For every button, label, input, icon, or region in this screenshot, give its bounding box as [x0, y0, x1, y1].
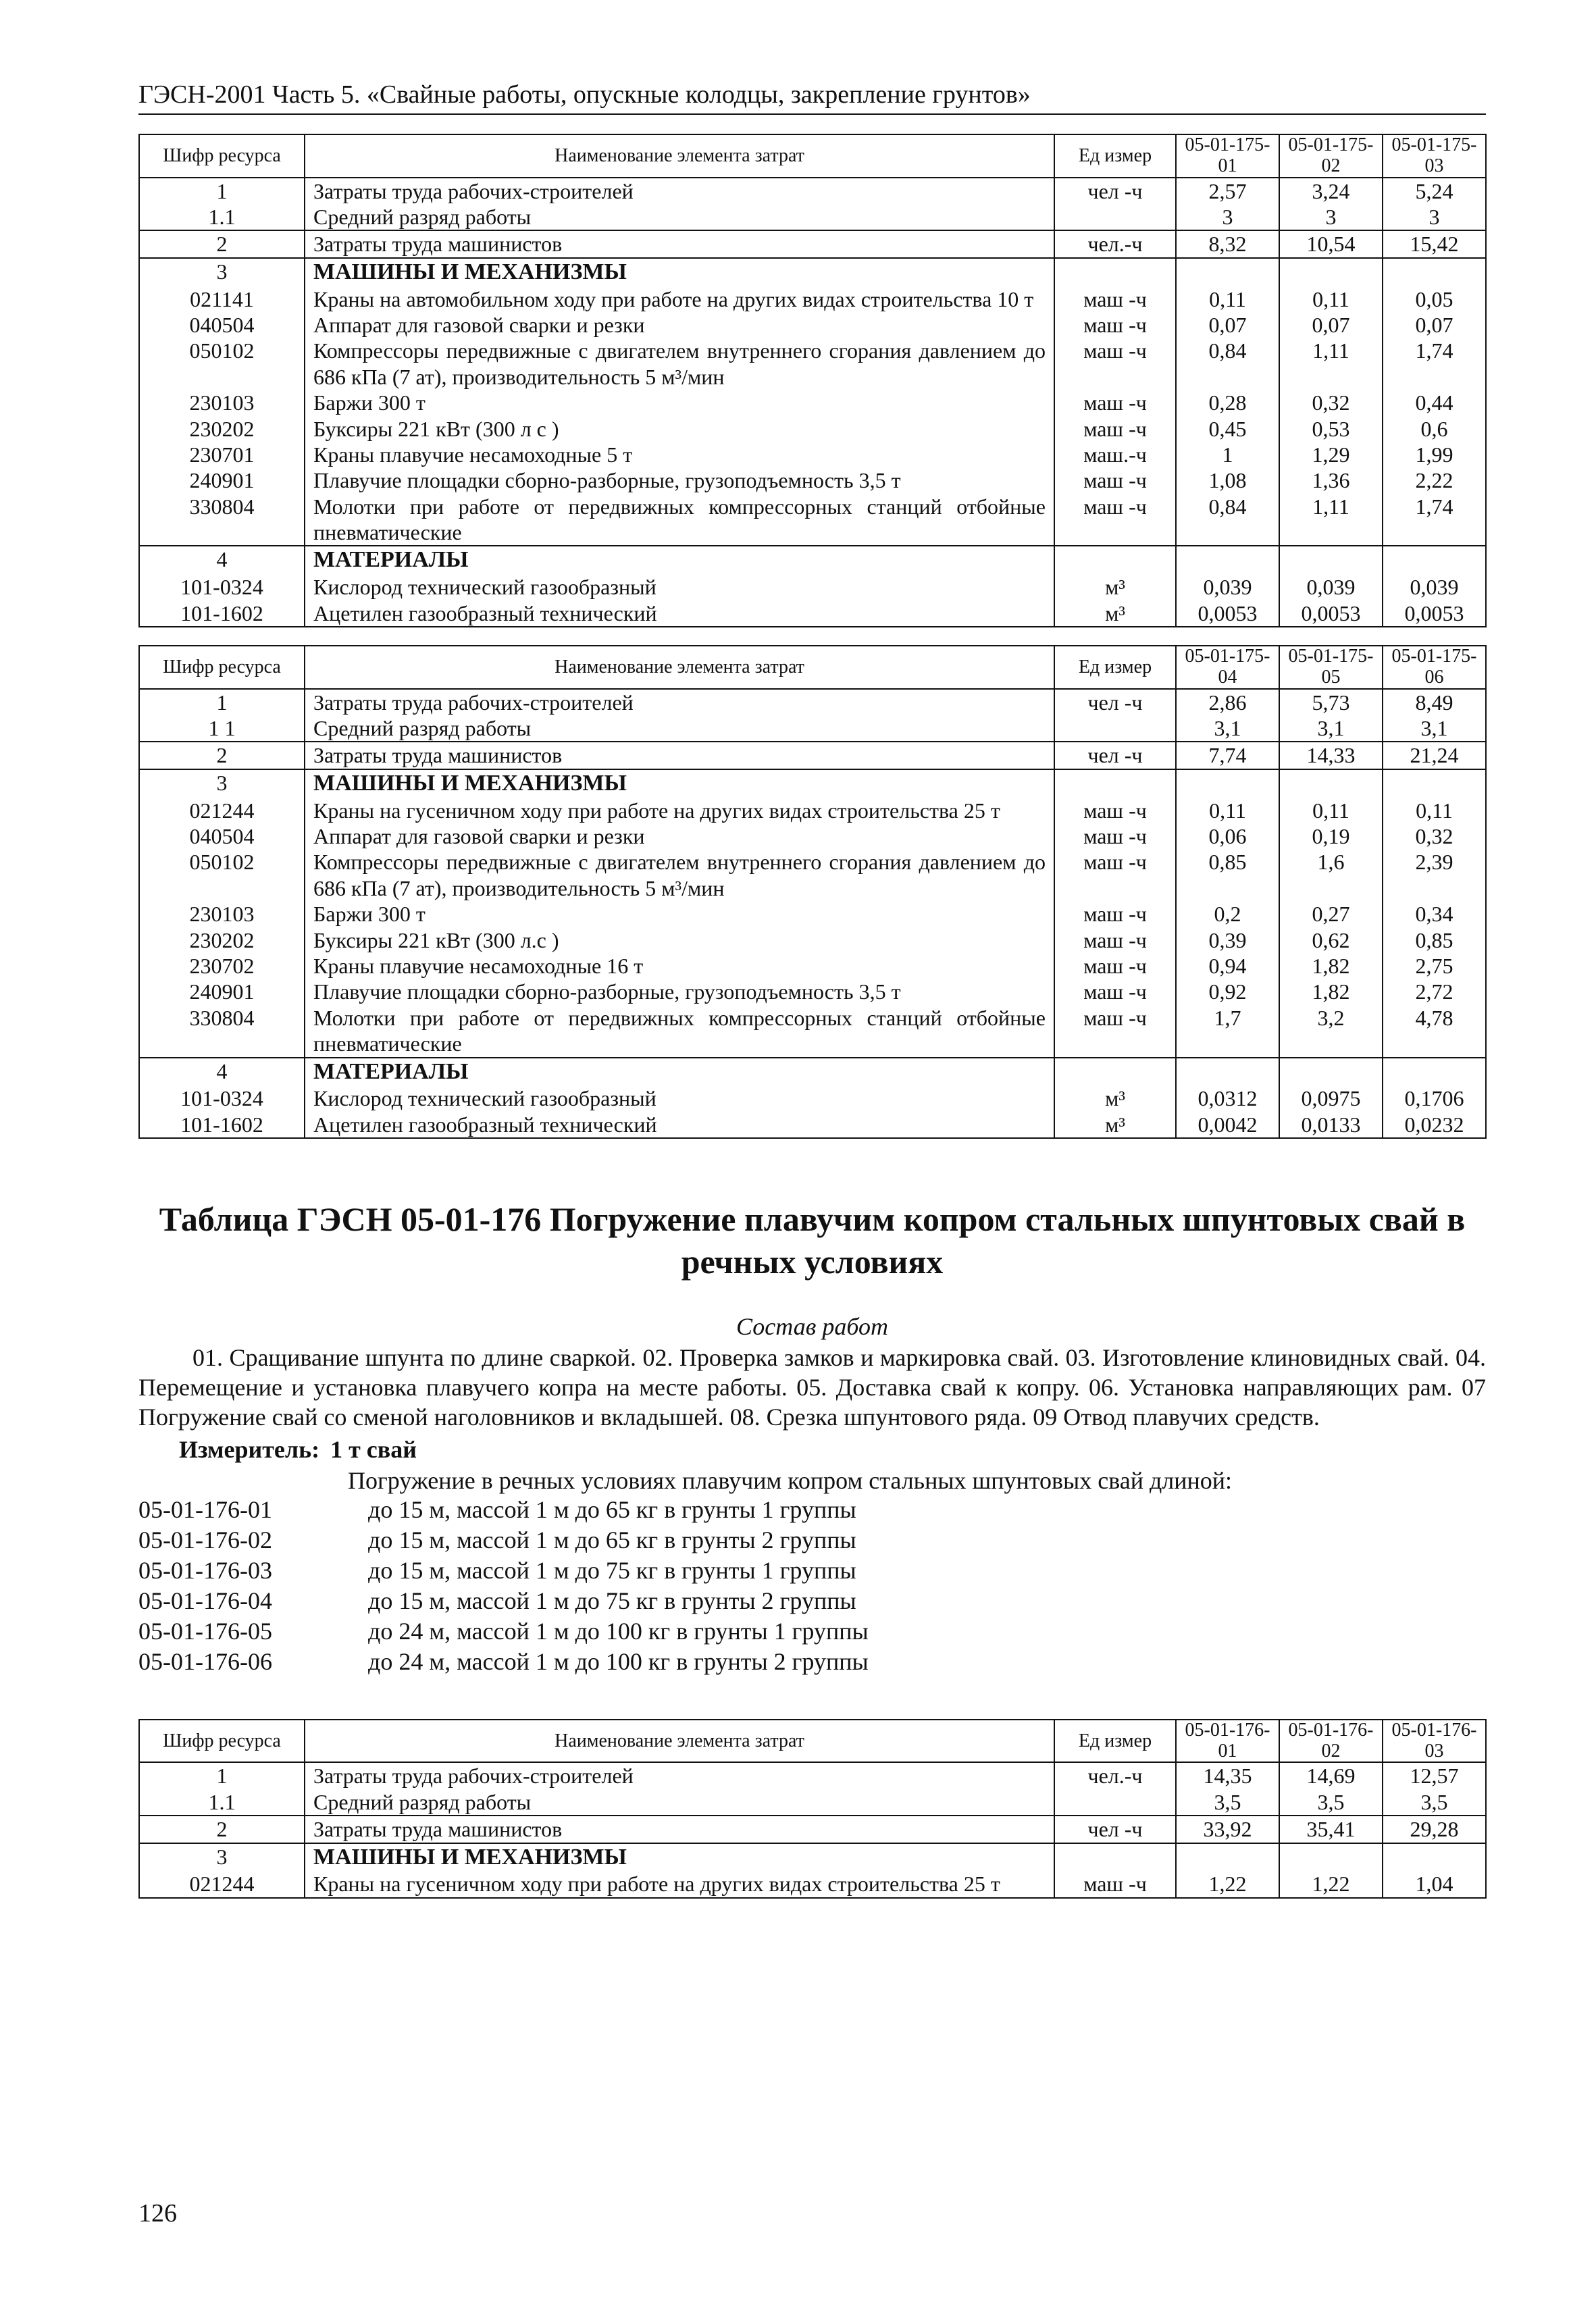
resource-code: 101-1602	[139, 600, 305, 627]
value-cell: 3,5	[1383, 1789, 1486, 1816]
unit: маш -ч	[1054, 467, 1176, 493]
table-row	[139, 798, 1486, 823]
table-row	[139, 769, 1486, 798]
value-cell: 0,0975	[1279, 1085, 1383, 1111]
resource-name: Компрессоры передвижные с двигателем внутреннего сгорания давлением до 686 кПа (7 ат), производительность 5 м³/мин	[305, 849, 1054, 901]
table-row	[139, 467, 1486, 493]
table-row	[139, 312, 1486, 338]
value-cell: 3,24	[1279, 178, 1383, 204]
header-code: Шифр ресурса	[139, 134, 305, 178]
variant-code: 05-01-176-02	[138, 1526, 272, 1553]
value-cell: 0,44	[1383, 390, 1486, 415]
section-title: Таблица ГЭСН 05-01-176 Погружение плавучим копром стальных шпунтовых свай в речных условиях	[159, 1200, 1466, 1281]
value-cell	[1383, 1058, 1486, 1086]
header-column: 05-01-175-06	[1383, 646, 1486, 689]
value-cell	[1279, 258, 1383, 286]
value-cell	[1176, 546, 1279, 574]
table-row	[139, 689, 1486, 715]
value-cell: 0,0042	[1176, 1112, 1279, 1138]
value-cell: 3	[1383, 204, 1486, 230]
value-cell: 0,62	[1279, 927, 1383, 953]
value-cell: 3	[1279, 204, 1383, 230]
variant-code: 05-01-176-03	[138, 1556, 272, 1584]
value-cell	[1383, 546, 1486, 574]
table-row	[139, 1005, 1486, 1058]
variant-code: 05-01-176-05	[138, 1617, 272, 1645]
resource-name: Плавучие площадки сборно-разборные, грузоподъемность 3,5 т	[305, 979, 1054, 1004]
resource-code: 1	[139, 1762, 305, 1789]
variant-item	[138, 1555, 1486, 1586]
value-cell	[1176, 1843, 1279, 1872]
value-cell: 0,53	[1279, 416, 1383, 442]
variant-item	[138, 1647, 1486, 1677]
value-cell: 3	[1176, 204, 1279, 230]
value-cell: 2,39	[1383, 849, 1486, 901]
table-row	[139, 204, 1486, 230]
resource-name: МАШИНЫ И МЕХАНИЗМЫ	[305, 258, 1054, 286]
value-cell: 0,0053	[1383, 600, 1486, 627]
value-cell: 0,2	[1176, 901, 1279, 927]
resource-name: Молотки при работе от передвижных компрессорных станций отбойные пневматические	[305, 494, 1054, 546]
resource-code: 3	[139, 1843, 305, 1872]
value-cell: 1,22	[1279, 1871, 1383, 1897]
unit	[1054, 204, 1176, 230]
value-cell: 1,74	[1383, 338, 1486, 390]
unit: чел -ч	[1054, 742, 1176, 769]
value-cell: 1,6	[1279, 849, 1383, 901]
resource-code: 3	[139, 769, 305, 798]
unit: маш -ч	[1054, 1005, 1176, 1058]
value-cell: 0,039	[1279, 574, 1383, 600]
resource-code: 230202	[139, 416, 305, 442]
value-cell: 1,11	[1279, 494, 1383, 546]
unit: чел -ч	[1054, 689, 1176, 715]
table-row	[139, 1112, 1486, 1138]
value-cell: 0,039	[1383, 574, 1486, 600]
variant-item	[138, 1525, 1486, 1555]
value-cell: 0,28	[1176, 390, 1279, 415]
value-cell: 0,84	[1176, 338, 1279, 390]
value-cell: 14,33	[1279, 742, 1383, 769]
variants-list	[138, 1495, 1486, 1677]
value-cell: 1,7	[1176, 1005, 1279, 1058]
resource-code: 021141	[139, 286, 305, 312]
resource-name: Буксиры 221 кВт (300 л.с )	[305, 927, 1054, 953]
resource-code: 2	[139, 742, 305, 769]
value-cell: 0,11	[1176, 798, 1279, 823]
resource-name: Средний разряд работы	[305, 1789, 1054, 1816]
value-cell: 0,94	[1176, 953, 1279, 979]
value-cell: 1	[1176, 442, 1279, 467]
variant-item	[138, 1586, 1486, 1616]
unit: маш -ч	[1054, 979, 1176, 1004]
resource-name: Краны на автомобильном ходу при работе на других видах строительства 10 т	[305, 286, 1054, 312]
table-row	[139, 600, 1486, 627]
unit: чел.-ч	[1054, 1762, 1176, 1789]
table-row	[139, 494, 1486, 546]
value-cell: 1,82	[1279, 953, 1383, 979]
resource-name: Затраты труда машинистов	[305, 1816, 1054, 1843]
value-cell: 0,1706	[1383, 1085, 1486, 1111]
header-unit: Ед измер	[1054, 134, 1176, 178]
unit	[1054, 546, 1176, 574]
resource-name: Средний разряд работы	[305, 204, 1054, 230]
resource-name: Краны на гусеничном ходу при работе на других видах строительства 25 т	[305, 1871, 1054, 1897]
header-column: 05-01-175-02	[1279, 134, 1383, 178]
resource-table-175-04-06	[138, 645, 1487, 1139]
unit	[1054, 1843, 1176, 1872]
resource-code: 2	[139, 230, 305, 257]
value-cell	[1279, 1058, 1383, 1086]
variant-text: до 15 м, массой 1 м до 65 кг в грунты 2 группы	[368, 1526, 856, 1553]
variant-code: 05-01-176-01	[138, 1495, 272, 1523]
value-cell: 1,11	[1279, 338, 1383, 390]
value-cell: 5,24	[1383, 178, 1486, 204]
resource-code: 101-0324	[139, 574, 305, 600]
value-cell: 0,45	[1176, 416, 1279, 442]
resource-name: Краны плавучие несамоходные 5 т	[305, 442, 1054, 467]
unit: м³	[1054, 1112, 1176, 1138]
resource-code: 230202	[139, 927, 305, 953]
table-row	[139, 742, 1486, 769]
resource-code: 1.1	[139, 204, 305, 230]
value-cell: 0,85	[1383, 927, 1486, 953]
header-name: Наименование элемента затрат	[305, 1720, 1054, 1763]
value-cell: 3,1	[1383, 715, 1486, 742]
unit	[1054, 258, 1176, 286]
resource-name: Аппарат для газовой сварки и резки	[305, 312, 1054, 338]
value-cell: 1,74	[1383, 494, 1486, 546]
table-row	[139, 979, 1486, 1004]
unit: маш -ч	[1054, 1871, 1176, 1897]
unit: маш -ч	[1054, 901, 1176, 927]
resource-code: 1.1	[139, 1789, 305, 1816]
value-cell: 0,07	[1279, 312, 1383, 338]
value-cell	[1176, 769, 1279, 798]
resource-name: Баржи 300 т	[305, 390, 1054, 415]
value-cell: 3,5	[1176, 1789, 1279, 1816]
value-cell: 1,82	[1279, 979, 1383, 1004]
value-cell	[1279, 1843, 1383, 1872]
resource-name: МАШИНЫ И МЕХАНИЗМЫ	[305, 769, 1054, 798]
value-cell: 10,54	[1279, 230, 1383, 257]
variant-text: до 24 м, массой 1 м до 100 кг в грунты 2 группы	[368, 1647, 869, 1675]
value-cell: 3,1	[1176, 715, 1279, 742]
value-cell: 0,19	[1279, 823, 1383, 849]
resource-name: Компрессоры передвижные с двигателем внутреннего сгорания давлением до 686 кПа (7 ат), производительность 5 м³/мин	[305, 338, 1054, 390]
value-cell	[1279, 769, 1383, 798]
value-cell: 0,07	[1383, 312, 1486, 338]
value-cell: 21,24	[1383, 742, 1486, 769]
value-cell: 29,28	[1383, 1816, 1486, 1843]
table-row	[139, 1816, 1486, 1843]
value-cell: 0,11	[1279, 286, 1383, 312]
variant-code: 05-01-176-06	[138, 1647, 272, 1675]
unit: м³	[1054, 1085, 1176, 1111]
value-cell: 33,92	[1176, 1816, 1279, 1843]
resource-code: 050102	[139, 338, 305, 390]
resource-code: 230103	[139, 390, 305, 415]
resource-code: 230702	[139, 953, 305, 979]
value-cell: 0,0133	[1279, 1112, 1383, 1138]
resource-code: 101-1602	[139, 1112, 305, 1138]
header-column: 05-01-175-04	[1176, 646, 1279, 689]
page-number: 126	[138, 2199, 177, 2228]
value-cell: 0,06	[1176, 823, 1279, 849]
unit: м³	[1054, 600, 1176, 627]
resource-name: Затраты труда рабочих-строителей	[305, 178, 1054, 204]
resource-code: 1	[139, 178, 305, 204]
value-cell: 0,0312	[1176, 1085, 1279, 1111]
header-column: 05-01-176-01	[1176, 1720, 1279, 1763]
table-row	[139, 1789, 1486, 1816]
value-cell: 5,73	[1279, 689, 1383, 715]
variant-code: 05-01-176-04	[138, 1587, 272, 1614]
resource-code: 240901	[139, 467, 305, 493]
value-cell: 0,11	[1383, 798, 1486, 823]
table-row	[139, 390, 1486, 415]
unit: маш -ч	[1054, 798, 1176, 823]
variant-item	[138, 1495, 1486, 1525]
unit: маш -ч	[1054, 953, 1176, 979]
resource-name: Молотки при работе от передвижных компрессорных станций отбойные пневматические	[305, 1005, 1054, 1058]
table-row	[139, 286, 1486, 312]
measure-label: Измеритель:	[179, 1435, 320, 1463]
value-cell: 2,72	[1383, 979, 1486, 1004]
unit: чел -ч	[1054, 1816, 1176, 1843]
unit: чел.-ч	[1054, 230, 1176, 257]
table-row	[139, 1762, 1486, 1789]
value-cell: 1,36	[1279, 467, 1383, 493]
table-row	[139, 849, 1486, 901]
header-name: Наименование элемента затрат	[305, 134, 1054, 178]
unit	[1054, 1058, 1176, 1086]
resource-name: Кислород технический газообразный	[305, 1085, 1054, 1111]
header-column: 05-01-176-03	[1383, 1720, 1486, 1763]
resource-name: МАТЕРИАЛЫ	[305, 1058, 1054, 1086]
resource-code: 1	[139, 689, 305, 715]
unit: маш -ч	[1054, 849, 1176, 901]
unit: маш -ч	[1054, 823, 1176, 849]
resource-code: 040504	[139, 823, 305, 849]
value-cell: 0,84	[1176, 494, 1279, 546]
value-cell: 0,0232	[1383, 1112, 1486, 1138]
header-unit: Ед измер	[1054, 646, 1176, 689]
value-cell: 0,11	[1176, 286, 1279, 312]
value-cell	[1279, 546, 1383, 574]
value-cell: 2,75	[1383, 953, 1486, 979]
value-cell: 8,32	[1176, 230, 1279, 257]
value-cell: 35,41	[1279, 1816, 1383, 1843]
table-row	[139, 1085, 1486, 1111]
document-page	[138, 80, 1486, 1899]
unit	[1054, 1789, 1176, 1816]
measure-line	[179, 1435, 1486, 1464]
variant-text: до 24 м, массой 1 м до 100 кг в грунты 1 группы	[368, 1617, 869, 1645]
resource-name: МАШИНЫ И МЕХАНИЗМЫ	[305, 1843, 1054, 1872]
table-row	[139, 574, 1486, 600]
unit: маш -ч	[1054, 416, 1176, 442]
unit: маш -ч	[1054, 494, 1176, 546]
value-cell: 2,22	[1383, 467, 1486, 493]
value-cell: 0,92	[1176, 979, 1279, 1004]
table-row	[139, 442, 1486, 467]
table-row	[139, 178, 1486, 204]
unit: маш -ч	[1054, 927, 1176, 953]
unit: маш -ч	[1054, 286, 1176, 312]
variant-text: до 15 м, массой 1 м до 75 кг в грунты 1 группы	[368, 1556, 856, 1584]
value-cell: 2,57	[1176, 178, 1279, 204]
value-cell: 4,78	[1383, 1005, 1486, 1058]
measure-value: 1 т свай	[330, 1435, 417, 1463]
resource-name: Средний разряд работы	[305, 715, 1054, 742]
resource-code: 230701	[139, 442, 305, 467]
table-row	[139, 416, 1486, 442]
unit: маш -ч	[1054, 338, 1176, 390]
value-cell: 1,04	[1383, 1871, 1486, 1897]
resource-code: 330804	[139, 1005, 305, 1058]
value-cell: 0,11	[1279, 798, 1383, 823]
value-cell: 0,05	[1383, 286, 1486, 312]
unit	[1054, 715, 1176, 742]
resource-name: Затраты труда рабочих-строителей	[305, 1762, 1054, 1789]
resource-name: Ацетилен газообразный технический	[305, 600, 1054, 627]
table-row	[139, 258, 1486, 286]
value-cell: 7,74	[1176, 742, 1279, 769]
resource-code: 021244	[139, 1871, 305, 1897]
header-unit: Ед измер	[1054, 1720, 1176, 1763]
resource-name: Кислород технический газообразный	[305, 574, 1054, 600]
unit: маш -ч	[1054, 312, 1176, 338]
value-cell: 1,99	[1383, 442, 1486, 467]
resource-table-175-01-03	[138, 134, 1487, 627]
value-cell: 15,42	[1383, 230, 1486, 257]
value-cell: 0,0053	[1176, 600, 1279, 627]
resource-name: Баржи 300 т	[305, 901, 1054, 927]
table-row	[139, 1843, 1486, 1872]
resource-table-176-01-03	[138, 1719, 1487, 1899]
unit: маш -ч	[1054, 390, 1176, 415]
resource-name: Буксиры 221 кВт (300 л с )	[305, 416, 1054, 442]
table-row	[139, 546, 1486, 574]
value-cell: 1,22	[1176, 1871, 1279, 1897]
value-cell: 2,86	[1176, 689, 1279, 715]
value-cell: 0,0053	[1279, 600, 1383, 627]
variant-text: до 15 м, массой 1 м до 75 кг в грунты 2 группы	[368, 1587, 856, 1614]
table-row	[139, 715, 1486, 742]
work-composition-text: 01. Сращивание шпунта по длине сваркой. 02. Проверка замков и маркировка свай. 03. Изготовление клиновидных свай. 04. Перемещение и установка плавучего копра на месте работы. 05. Доставка свай к копру. 06. Установка направляющих рам. 07 Погружение свай со сменой наголовников и вкладышей. 08. Срезка шпунтового ряда. 09 Отвод плавучих средств.	[138, 1344, 1486, 1431]
unit	[1054, 769, 1176, 798]
unit: м³	[1054, 574, 1176, 600]
value-cell: 1,08	[1176, 467, 1279, 493]
resource-code: 101-0324	[139, 1085, 305, 1111]
resource-code: 040504	[139, 312, 305, 338]
value-cell: 14,69	[1279, 1762, 1383, 1789]
table-row	[139, 230, 1486, 257]
resource-name: Аппарат для газовой сварки и резки	[305, 823, 1054, 849]
value-cell: 3,1	[1279, 715, 1383, 742]
value-cell	[1176, 1058, 1279, 1086]
resource-name: Краны плавучие несамоходные 16 т	[305, 953, 1054, 979]
resource-code: 050102	[139, 849, 305, 901]
value-cell: 8,49	[1383, 689, 1486, 715]
table-row	[139, 953, 1486, 979]
variants-lead: Погружение в речных условиях плавучим копром стальных шпунтовых свай длиной:	[348, 1466, 1233, 1494]
resource-name: Затраты труда машинистов	[305, 742, 1054, 769]
resource-code: 240901	[139, 979, 305, 1004]
value-cell	[1383, 1843, 1486, 1872]
value-cell	[1383, 769, 1486, 798]
resource-name: Затраты труда рабочих-строителей	[305, 689, 1054, 715]
value-cell: 0,85	[1176, 849, 1279, 901]
value-cell	[1383, 258, 1486, 286]
header-code: Шифр ресурса	[139, 1720, 305, 1763]
header-column: 05-01-175-01	[1176, 134, 1279, 178]
table-row	[139, 927, 1486, 953]
unit: маш.-ч	[1054, 442, 1176, 467]
value-cell: 0,07	[1176, 312, 1279, 338]
work-composition-title: Состав работ	[736, 1313, 888, 1341]
value-cell: 14,35	[1176, 1762, 1279, 1789]
resource-name: Затраты труда машинистов	[305, 230, 1054, 257]
header-name: Наименование элемента затрат	[305, 646, 1054, 689]
header-column: 05-01-175-03	[1383, 134, 1486, 178]
header-column: 05-01-175-05	[1279, 646, 1383, 689]
value-cell: 0,32	[1279, 390, 1383, 415]
header-code: Шифр ресурса	[139, 646, 305, 689]
resource-code: 021244	[139, 798, 305, 823]
value-cell: 0,039	[1176, 574, 1279, 600]
value-cell: 12,57	[1383, 1762, 1486, 1789]
value-cell: 0,32	[1383, 823, 1486, 849]
resource-code: 1 1	[139, 715, 305, 742]
value-cell: 0,6	[1383, 416, 1486, 442]
value-cell: 0,39	[1176, 927, 1279, 953]
resource-code: 230103	[139, 901, 305, 927]
resource-code: 330804	[139, 494, 305, 546]
table-row	[139, 1871, 1486, 1897]
resource-name: Краны на гусеничном ходу при работе на других видах строительства 25 т	[305, 798, 1054, 823]
table-row	[139, 338, 1486, 390]
table-row	[139, 1058, 1486, 1086]
value-cell	[1176, 258, 1279, 286]
value-cell: 3,2	[1279, 1005, 1383, 1058]
variant-text: до 15 м, массой 1 м до 65 кг в грунты 1 группы	[368, 1495, 856, 1523]
variant-item	[138, 1616, 1486, 1647]
table-row	[139, 823, 1486, 849]
header-column: 05-01-176-02	[1279, 1720, 1383, 1763]
resource-name: МАТЕРИАЛЫ	[305, 546, 1054, 574]
value-cell: 3,5	[1279, 1789, 1383, 1816]
value-cell: 1,29	[1279, 442, 1383, 467]
resource-code: 4	[139, 546, 305, 574]
value-cell: 0,27	[1279, 901, 1383, 927]
value-cell: 0,34	[1383, 901, 1486, 927]
resource-code: 2	[139, 1816, 305, 1843]
unit: чел -ч	[1054, 178, 1176, 204]
resource-name: Ацетилен газообразный технический	[305, 1112, 1054, 1138]
resource-code: 3	[139, 258, 305, 286]
resource-name: Плавучие площадки сборно-разборные, грузоподъемность 3,5 т	[305, 467, 1054, 493]
table-row	[139, 901, 1486, 927]
resource-code: 4	[139, 1058, 305, 1086]
running-header: ГЭСН-2001 Часть 5. «Свайные работы, опускные колодцы, закрепление грунтов»	[138, 80, 1486, 115]
